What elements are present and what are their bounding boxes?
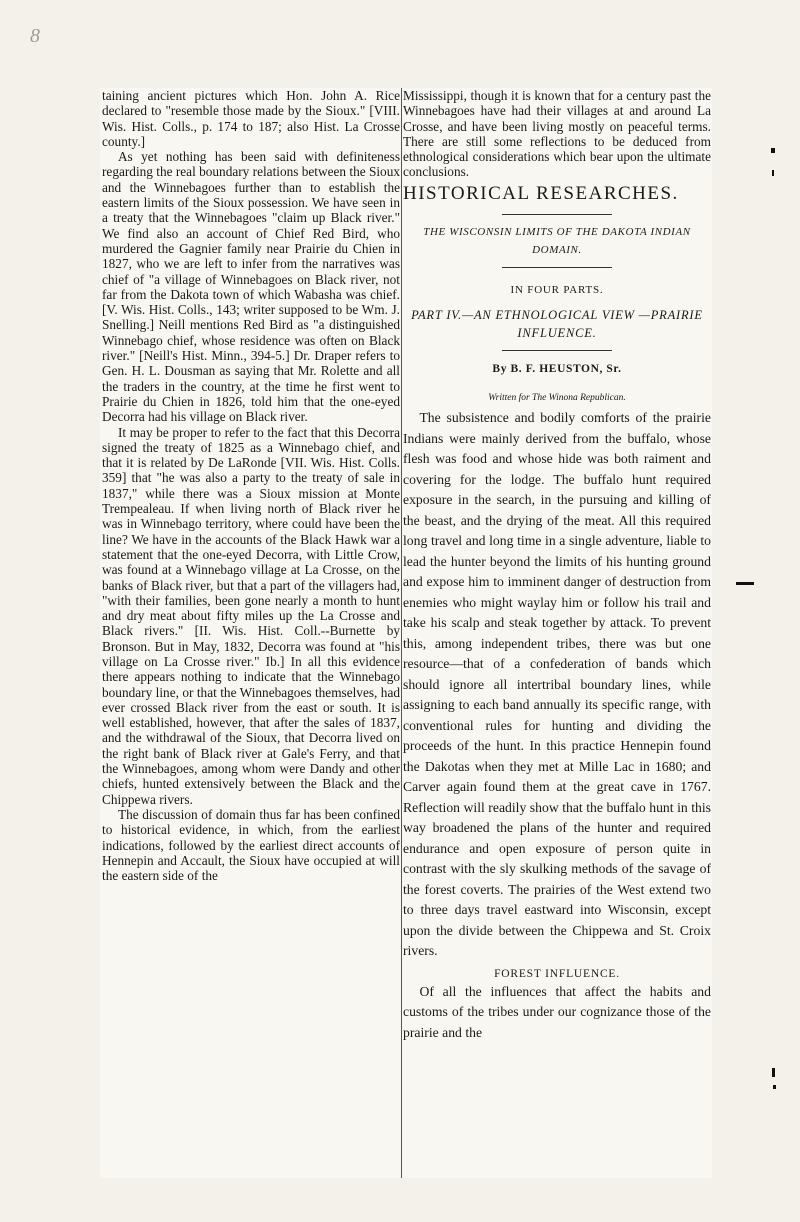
byline: By B. F. HEUSTON, Sr. [492,363,622,376]
left-paragraph-3: It may be proper to refer to the fact that this Decorra signed the treaty of 1825 as a Winnebago chief, and that it is related by De LaRonde [VII. Wis. Hist. Colls. 359] that "he was also a party to the treaty of sale in 1837," while there was a Sioux mission at Monte Trempealeau. If when living north of Black river he was in Winnebago territory, where could have been the line? We have in the accounts of the Black Hawk war a statement that the one-eyed Decorra, with Little Crow, was found at a Winnebago village at La Crosse, on the banks of Black river, but that a part of the villagers had, "with their families, been gone nearly a month to hunt and dry meat about fifty miles up the La Crosse and Black rivers." [II. Wis. Hist. Coll.--Burnette by Bronson. But in May, 1832, Decorra was found at "his village on La Crosse river." Ib.] In all this evidence there appears nothing to indicate that the Winnebago boundary line, or that the Winnebagoes themselves, had ever crossed Black river from the east or south. It is well established, however, that after the sales of 1837, and the withdrawal of the Sioux, that Decorra lived on the right bank of Black river at Gale's Ferry, and that the Winnebagoes, among whom were Dandy and other chiefs, hunted extensively between the Black and the Chippewa rivers. [102,424,400,807]
newspaper-clipping [100,88,712,1178]
left-paragraph-2: As yet nothing has been said with definiteness regarding the real boundary relations between the Sioux and the Winnebagoes further than to establish the eastern limits of the Sioux possession. We have seen in a treaty that the Winnebagoes "claim up Black river." We find also an account of Chief Red Bird, who murdered the Gagnier family near Prairie du Chien in 1827, who we are left to infer from the narratives was chief of "a village of Winnebagoes on Black river, not far from the Dakota town of which Wabasha was chief. [V. Wis. Hist. Colls., 143; writer supposed to be Wm. J. Snelling.] Neill mentions Red Bird as "a distinguished Winnebago chief, whose residence was often on Black river." [Neill's Hist. Minn., 394-5.] Dr. Draper refers to Gen. H. L. Dousman as saying that Mr. Rolette and all the traders in the country, at the time he first went to Prairie du Chien in 1826, told him that the one-eyed Decorra had his village on Black river. [102,149,400,425]
handwritten-page-number: 8 [30,25,40,47]
margin-mark [772,170,774,176]
margin-mark [772,1068,775,1077]
left-paragraph-1: taining ancient pictures which Hon. John A. Rice declared to "resemble those made by the Sioux." [VIII. Wis. Hist. Colls., p. 174 to 187; also Hist. La Crosse county.] [102,88,400,149]
right-column [403,88,711,1178]
section-title: FOREST INFLUENCE. [494,967,620,980]
headline-rule [502,214,612,215]
left-paragraph-4: The discussion of domain thus far has been confined to historical evidence, in which, from the earliest indications, followed by the earliest direct accounts of Hennepin and Accault, the Sioux have occupied at will the eastern side of the [102,806,400,884]
article-subheadline: THE WISCONSIN LIMITS OF THE DAKOTA INDIAN DOMAIN. [423,225,691,256]
margin-mark [771,148,775,153]
article-body: The subsistence and bodily comforts of the prairie Indians were mainly derived from the buffalo, whose flesh was food and whose hide was both raiment and covering for the lodge. The buffalo hunt required exposure in the search, in the pursuing and killing of the beast, and the drying of the meat. All this required long travel and long time in a single adventure, liable to lead the hunter beyond the limits of his hunting ground and expose him to imminent danger of destruction from enemies who might waylay him or follow his trail and take his scalp and steak together by attack. To prevent this, among independent tribes, there was but one resource—that of a confederation of bands which should ignore all intertribal boundary lines, while assigning to each band annually its specific range, with conventional rules for hunting and dividing the proceeds of the hunt. In this practice Hennepin found the Dakotas when they met at Mille Lac in 1680; and Carver again found them at the great cave in 1767. Reflection will readily show that the buffalo hunt in this way broadened the plans of the hunter and required endurance and open exposure of person quite in contrast with the sly skulking methods of the savage of the forest coverts. The prairies of the West extend two to three days travel eastward into Wisconsin, except upon the divide between the Chippewa and St. Croix rivers. [403,410,711,959]
left-column [102,88,400,1178]
subheadline-rule [502,267,612,268]
section-body: Of all the influences that affect the habits and customs of the tribes under our cognizance those of the prairie and the [403,983,711,1040]
margin-mark [736,582,754,585]
continued-paragraph: Mississippi, though it is known that for a century past the Winnebagoes have had their villages at and around La Crosse, and have been living mostly on peaceful terms. There are still some reflections to be deduced from ethnological considerations which bear upon the ultimate conclusions. [403,88,711,180]
margin-mark [773,1085,776,1089]
part-rule [502,350,612,351]
article-headline: HISTORICAL RESEARCHES. [403,182,679,204]
written-for-note: Written for The Winona Republican. [488,392,626,403]
part-title: PART IV.—AN ETHNOLOGICAL VIEW —PRAIRIE INFLUENCE. [411,308,703,341]
column-divider [401,88,402,1178]
parts-line: IN FOUR PARTS. [510,283,604,296]
